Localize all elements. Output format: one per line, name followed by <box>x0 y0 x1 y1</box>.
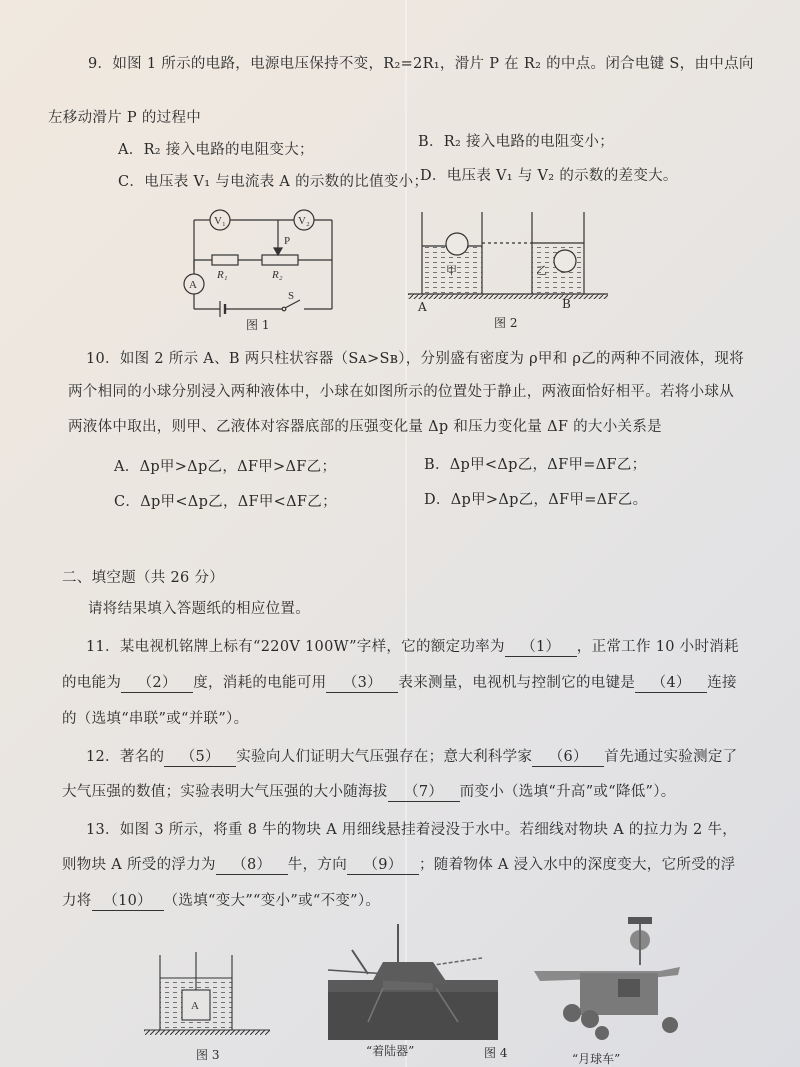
q11-text-5: 表来测量，电视机与控制它的电键是 <box>398 675 636 691</box>
q11-text-2: ，正常工作 10 小时消耗 <box>576 639 739 655</box>
q10-option-c: C．Δp甲<Δp乙，ΔF甲<ΔF乙； <box>114 494 337 510</box>
q9-line2: 左移动滑片 P 的过程中 <box>48 110 202 126</box>
q12-text-3: 首先通过实验测定了 <box>604 749 738 765</box>
q13-line2 <box>62 853 736 875</box>
q13-text-6: （选填“变大”“变小”或“不变”）。 <box>163 893 381 909</box>
answer-blank-10[interactable]: （10） <box>92 889 164 911</box>
figure-3-caption: 图 3 <box>196 1048 220 1062</box>
q13-line3 <box>62 889 380 911</box>
q10-option-a: A．Δp甲>Δp乙，ΔF甲>ΔF乙； <box>114 459 337 475</box>
q9-option-a: A．R₂ 接入电路的电阻变大； <box>118 142 314 158</box>
answer-blank-3[interactable]: （3） <box>326 671 398 693</box>
v2-label: V₂ <box>298 215 310 227</box>
q11-line1 <box>86 635 739 657</box>
q11-text-3: 的电能为 <box>62 675 122 691</box>
q9-line1: 9．如图 1 所示的电路，电源电压保持不变，R₂=2R₁，滑片 P 在 R₂ 的中点。闭合电键 S，由中点向 <box>88 56 754 72</box>
slider-p-label: P <box>284 235 291 247</box>
lander-image <box>328 922 498 1040</box>
q11-text-1: 11．某电视机铭牌上标有“220V 100W”字样，它的额定功率为 <box>86 639 505 655</box>
q13-text-3: 牛，方向 <box>287 857 347 873</box>
answer-blank-9[interactable]: （9） <box>347 853 419 875</box>
q13-text-5: 力将 <box>62 893 92 909</box>
switch-s-label: S <box>288 290 295 302</box>
q9-option-b: B．R₂ 接入电路的电阻变小； <box>418 134 614 150</box>
rover-image <box>530 915 690 1040</box>
q12-line1 <box>86 745 737 767</box>
container-b-label: B <box>562 297 571 311</box>
q11-text-6: 连接 <box>707 675 737 691</box>
r1-label: R₁ <box>217 269 228 281</box>
ammeter-label: A <box>189 279 197 291</box>
figure-4-caption: 图 4 <box>484 1046 508 1060</box>
container-a-label: A <box>418 300 427 314</box>
q12-line2 <box>62 780 676 802</box>
q11-text-4: 度，消耗的电能可用 <box>193 675 327 691</box>
answer-blank-7[interactable]: （7） <box>388 780 460 802</box>
answer-blank-6[interactable]: （6） <box>532 745 604 767</box>
r2-label: R₂ <box>272 269 283 281</box>
q12-text-2: 实验向人们证明大气压强存在；意大利科学家 <box>236 749 533 765</box>
lander-caption: “着陆器” <box>366 1044 415 1058</box>
answer-blank-1[interactable]: （1） <box>505 635 577 657</box>
rover-caption: “月球车” <box>572 1052 621 1066</box>
q13-text-4: ；随着物体 A 浸入水中的深度变大，它所受的浮 <box>419 857 736 873</box>
q13-line1: 13．如图 3 所示，将重 8 牛的物块 A 用细线悬挂着浸没于水中。若细线对物块 A 的拉力为 2 牛， <box>86 822 738 838</box>
q10-option-b: B．Δp甲<Δp乙，ΔF甲=ΔF乙； <box>424 457 647 473</box>
q9-option-d: D．电压表 V₁ 与 V₂ 的示数的差变大。 <box>420 168 678 184</box>
answer-blank-4[interactable]: （4） <box>635 671 707 693</box>
answer-blank-5[interactable]: （5） <box>164 745 236 767</box>
q9-option-c: C．电压表 V₁ 与电流表 A 的示数的比值变小； <box>118 174 429 190</box>
figure-2-containers <box>408 210 608 310</box>
q12-text-4: 大气压强的数值；实验表明大气压强的大小随海拔 <box>62 784 388 800</box>
answer-blank-2[interactable]: （2） <box>121 671 193 693</box>
q12-text-5: 而变小（选填“升高”或“降低”）。 <box>459 784 676 800</box>
q12-text-1: 12．著名的 <box>86 749 165 765</box>
paper-fold <box>405 0 407 1067</box>
liquid-a-label: 甲 <box>446 264 457 277</box>
figure-3-beaker <box>140 940 275 1040</box>
liquid-b-label: 乙 <box>536 264 547 277</box>
figure-1-caption: 图 1 <box>246 318 270 332</box>
block-a-label: A <box>191 1000 199 1012</box>
q10-line2: 两个相同的小球分别浸入两种液体中，小球在如图所示的位置处于静止，两液面恰好相平。若将小球从 <box>68 384 734 400</box>
figure-1-circuit <box>172 204 342 329</box>
section-2-title: 二、填空题（共 26 分） <box>62 570 225 586</box>
q11-line3: 的（选填“串联”或“并联”）。 <box>62 711 249 727</box>
q11-line2 <box>62 671 737 693</box>
section-2-instruction: 请将结果填入答题纸的相应位置。 <box>88 601 310 617</box>
q10-line1: 10．如图 2 所示 A、B 两只柱状容器（Sᴀ>Sʙ），分别盛有密度为 ρ甲和 ρ乙的两种不同液体，现将 <box>86 351 745 367</box>
q13-text-2: 则物块 A 所受的浮力为 <box>62 857 216 873</box>
figure-2-caption: 图 2 <box>494 316 518 330</box>
q10-option-d: D．Δp甲>Δp乙，ΔF甲=ΔF乙。 <box>424 492 648 508</box>
v1-label: V₁ <box>214 215 226 227</box>
q10-line3: 两液体中取出，则甲、乙液体对容器底部的压强变化量 Δp 和压力变化量 ΔF 的大小关系是 <box>68 419 662 435</box>
answer-blank-8[interactable]: （8） <box>216 853 288 875</box>
